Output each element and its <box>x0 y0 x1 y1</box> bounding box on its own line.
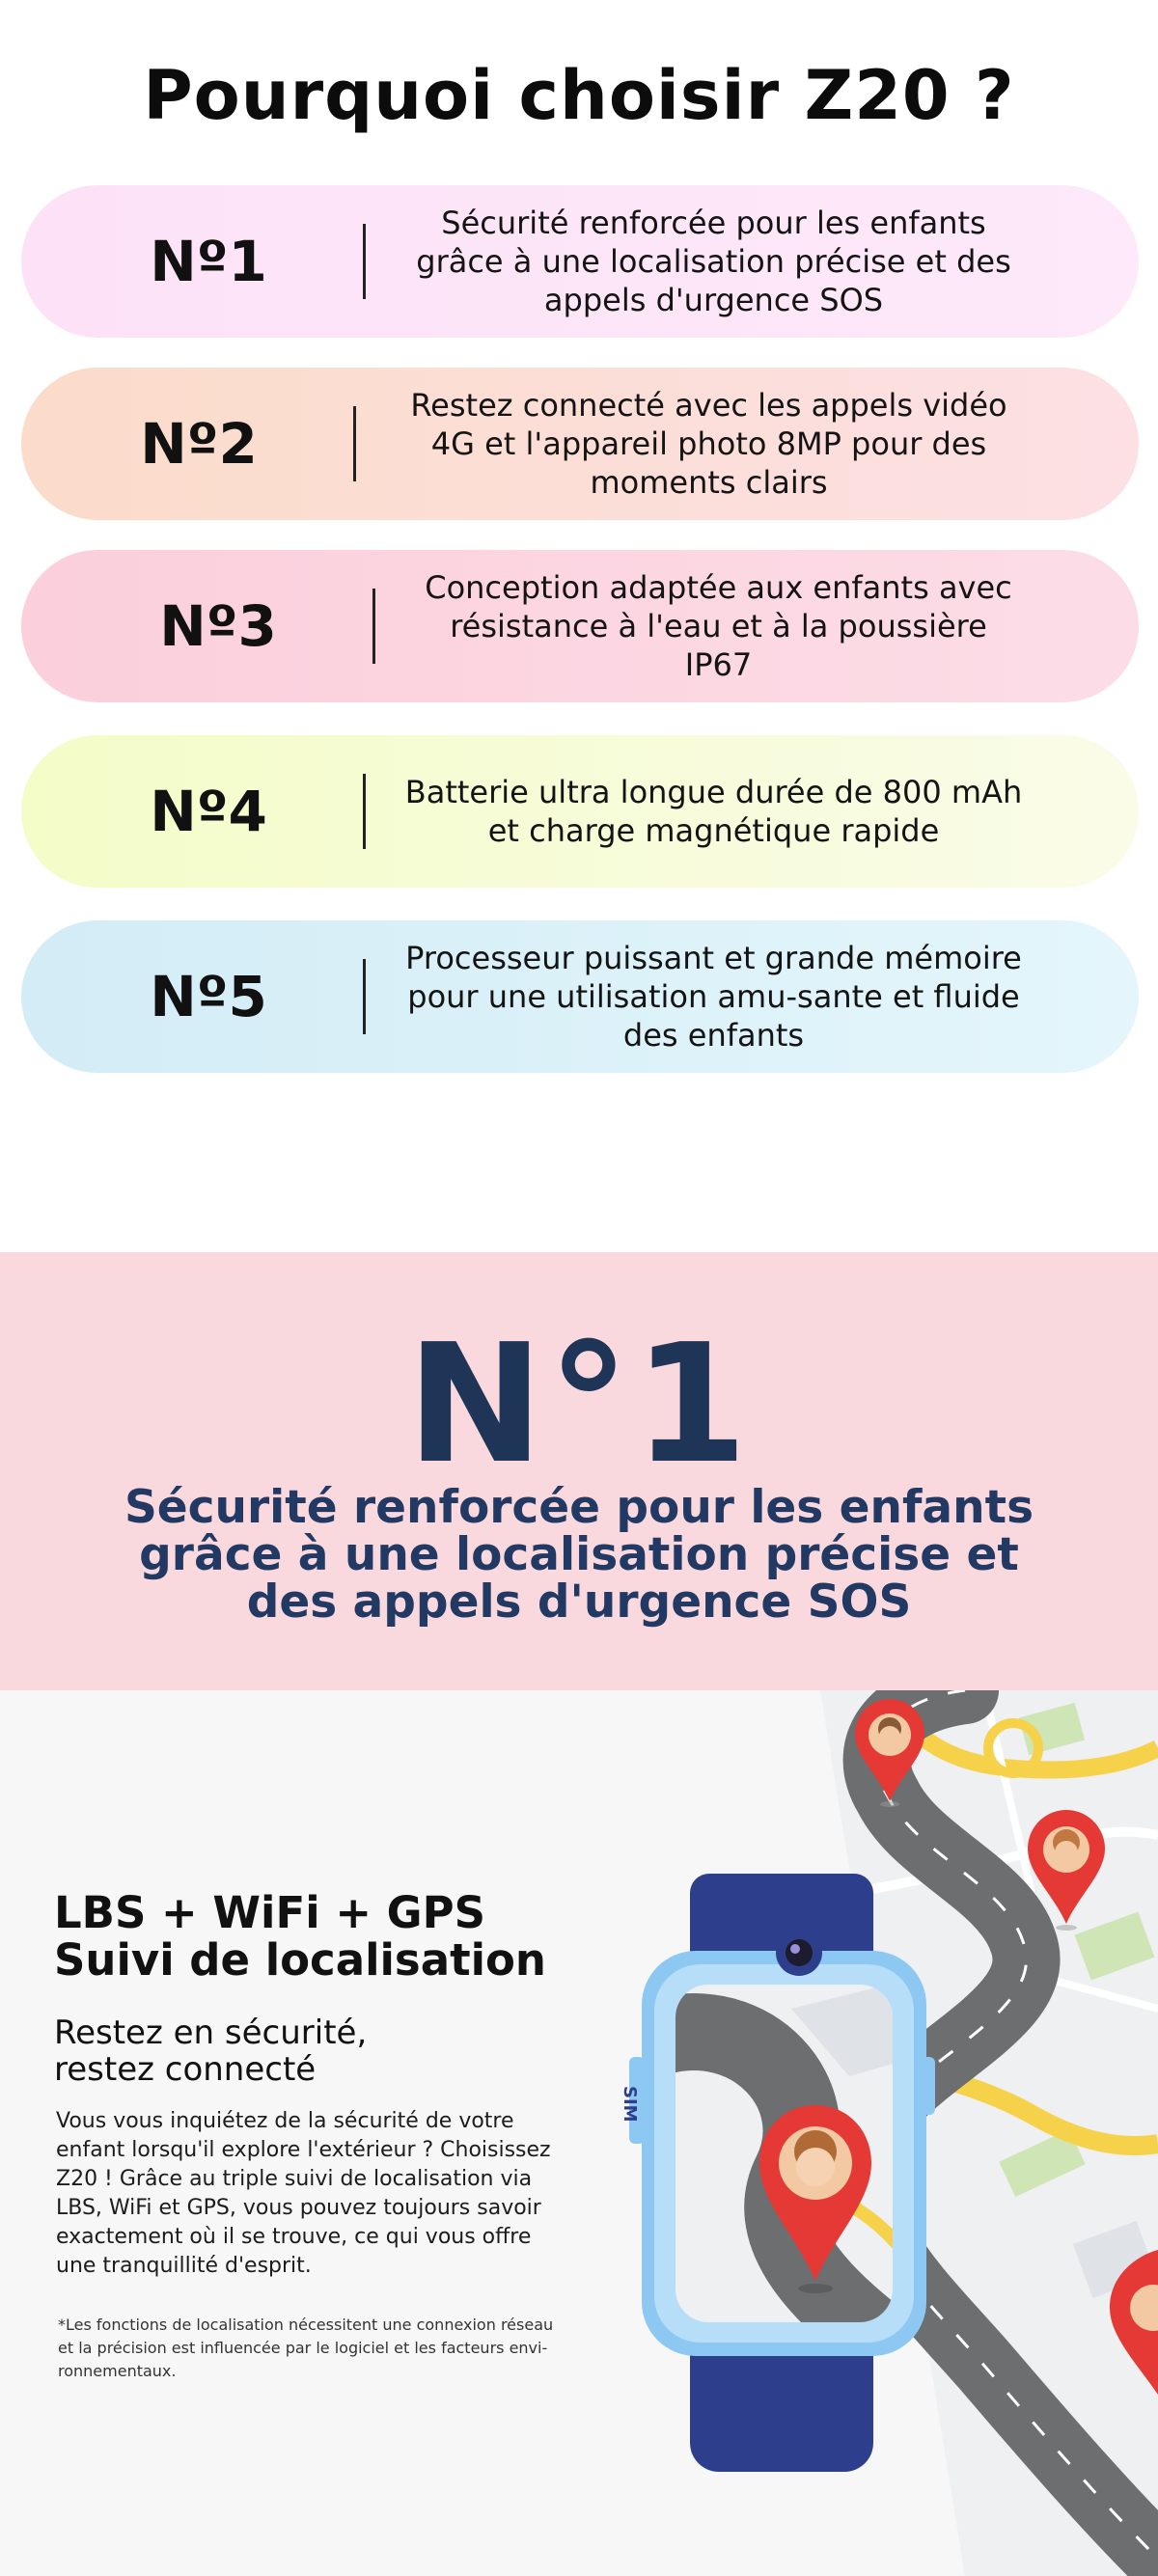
hero-number: N°1 <box>406 1309 752 1500</box>
map-watch-illustration <box>598 1690 1158 2576</box>
reason-text: Restez connecté avec les appels vidéo 4G et l'appareil photo 8MP pour des moments clairs <box>410 387 1007 501</box>
feature-title <box>54 1889 594 1984</box>
hero-text: Sécurité renforcée pour les enfants grâce à une localisation précise et des appels d'urgence SOS <box>124 1481 1034 1629</box>
reason-number: Nº4 <box>150 779 267 844</box>
page-title: Pourquoi choisir Z20 ? <box>143 56 1015 135</box>
reason-number: Nº2 <box>140 411 258 477</box>
reason-card <box>21 185 1139 338</box>
feature-title-line2: Suivi de localisation <box>54 1934 546 1986</box>
reason-text: Sécurité renforcée pour les enfants grâce à une localisation précise et des appels d'urgence SOS <box>416 205 1011 318</box>
hero-banner <box>0 1252 1158 1690</box>
feature-subtitle <box>54 2014 556 2088</box>
reason-text: Conception adaptée aux enfants avec résistance à l'eau et à la poussière IP67 <box>425 569 1012 683</box>
feature-body: Vous vous inquiétez de la sécurité de votre enfant lorsqu'il explore l'extérieur ? Choisissez Z20 ! Grâce au triple suivi de localisation via LBS, WiFi et GPS, vous pouvez toujours savoir exactement où il se trouve, ce qui vous offre une tranquillité d'esprit. <box>56 2109 551 2278</box>
feature-title-line1: LBS + WiFi + GPS <box>54 1887 486 1938</box>
feature-subtitle-line1: Restez en sécurité, <box>54 2014 368 2052</box>
feature-section <box>0 1690 1158 2576</box>
reason-text: Processeur puissant et grande mémoire pour une utilisation amu-sante et fluide des enfants <box>405 940 1022 1054</box>
reason-text: Batterie ultra longue durée de 800 mAh et charge magnétique rapide <box>404 774 1023 849</box>
reason-card <box>21 735 1139 888</box>
reason-number: Nº1 <box>150 229 267 294</box>
smartwatch-image <box>620 1874 935 2472</box>
feature-subtitle-line2: restez connecté <box>54 2050 317 2089</box>
reason-number: Nº5 <box>150 964 267 1029</box>
reason-card <box>21 920 1139 1073</box>
reason-card <box>21 550 1139 702</box>
feature-footnote: *Les fonctions de localisation nécessitent une connexion réseau et la précision est influencée par le logiciel et les facteurs envi-ronnementaux. <box>58 2316 554 2380</box>
reason-number: Nº3 <box>159 593 277 659</box>
watch-sim-label: SIM <box>620 2086 640 2123</box>
reason-card <box>21 368 1139 520</box>
